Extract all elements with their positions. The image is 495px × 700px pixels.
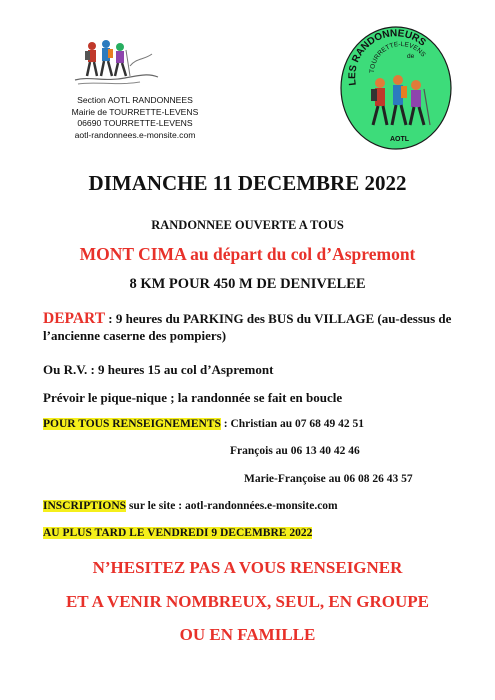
inscriptions-text: sur le site : aotl-randonnées.e-monsite.com — [126, 500, 338, 512]
contact-christian: : Christian au 07 68 49 42 51 — [220, 418, 364, 430]
depart-info — [43, 310, 463, 344]
cta-line-2: ET A VENIR NOMBREUX, SEUL, EN GROUPE — [65, 592, 430, 611]
subtitle: RANDONNEE OUVERTE A TOUS — [151, 218, 344, 232]
inscriptions-line — [43, 500, 338, 512]
cta-line-3: OU EN FAMILLE — [179, 625, 316, 644]
section-mairie: Mairie de TOURRETTE-LEVENS — [71, 106, 199, 117]
depart-label: DEPART — [43, 310, 106, 327]
contact-francois: François au 06 13 40 42 46 — [230, 445, 360, 457]
randonneurs-badge-icon — [340, 25, 453, 151]
deadline-line — [43, 527, 312, 539]
badge-top-text: LES RANDONNEURS — [347, 28, 428, 87]
badge-bottom-text: AOTL — [390, 136, 410, 143]
badge-middle-text: de — [407, 53, 415, 60]
contact-line-1 — [43, 418, 364, 430]
page-title: DIMANCHE 11 DECEMBRE 2022 — [88, 171, 407, 195]
contacts-label: POUR TOUS RENSEIGNEMENTS — [43, 418, 221, 430]
destination: MONT CIMA au départ du col d’Aspremont — [79, 244, 416, 264]
picnic-info: Prévoir le pique-nique ; la randonnée se fait en boucle — [43, 390, 343, 405]
hikers-logo-icon — [70, 36, 160, 88]
section-info — [20, 95, 250, 141]
contact-marie-francoise: Marie-Françoise au 06 08 26 43 57 — [244, 473, 413, 485]
cta-line-1: N’HESITEZ PAS A VOUS RENSEIGNER — [92, 558, 403, 577]
deadline-text: AU PLUS TARD LE VENDREDI 9 DECEMBRE 2022 — [43, 527, 313, 539]
badge-town-text: TOURRETTE-LEVENS — [368, 40, 427, 74]
section-address: 06690 TOURRETTE-LEVENS — [77, 118, 193, 128]
section-name: Section AOTL RANDONNEES — [77, 95, 193, 105]
depart-text: : 9 heures du PARKING des BUS du VILLAGE (au-dessus de l’ancienne caserne des pompiers) — [43, 311, 452, 343]
section-website: aotl-randonnees.e-monsite.com — [74, 129, 196, 140]
rv-info: Ou R.V. : 9 heures 15 au col d’Aspremont — [43, 362, 274, 377]
inscriptions-label: INSCRIPTIONS — [43, 500, 127, 512]
distance: 8 KM POUR 450 M DE DENIVELEE — [129, 276, 366, 292]
